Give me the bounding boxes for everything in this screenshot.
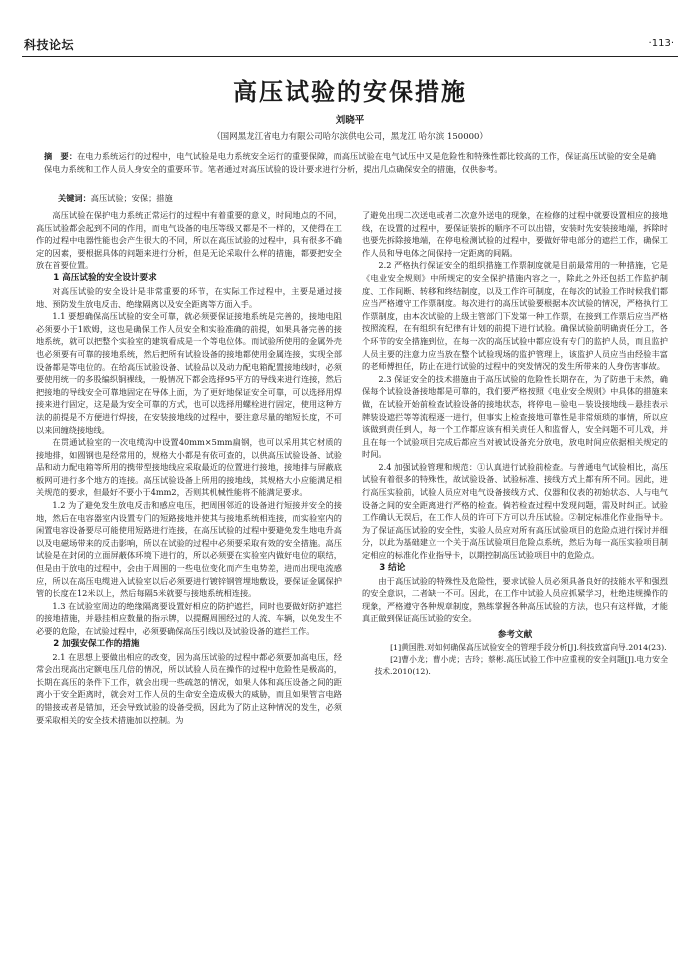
keywords-label: 关键词： xyxy=(58,193,91,203)
page-number: ·113· xyxy=(648,38,674,49)
body-paragraph: 了避免出现二次送电或者二次意外送电的现象，在检修的过程中就要设置相应的接地线，在设置的过程中，要保证装拆的顺序不可以出错，安装时先安装接地端，拆除时也要先拆除接地端，在停电检测试验的过程中，要做好带电部分的遮拦工作，确保工作人员和导电体之间保持一定距离的间隔。 xyxy=(362,210,668,258)
article-author: 刘晓平 xyxy=(335,115,365,126)
body-paragraph: 2.2 严格执行保证安全的组织措施工作票制度就是目前最常用的一种措施，它是《电业安全规则》中所规定的安全保护措施内容之一，除此之外还包括工作监护制度、工作间断、转移和终结制度，以及工作许可制度，在每次的试验工作时候我们都应当严格遵守工作票制度。每次进行的高压试验要根据本次试验的情况，严格执行工作票制度，由本次试验的上级主管部门下发第一种工作票，在接到工作票后应当严格按照流程，在有组织有纪律有计划的前提下进行试验。确保试验前明确责任分工，各个环节的安全措施到位，在每一次的高压试验中都应设有专门的监护人员，而且监护人员主要的注意力应当放在整个试验现场的监护管理上，该监护人员应当由经验丰富的老师傅担任，防止在进行试验的过程中的突发情况的发生所带来的人身伤害事故。 xyxy=(362,260,668,372)
reference-item: [1]黄国胜.对如何确保高压试验安全的管理手段分析[J].科技致富向导.2014(23). xyxy=(390,643,667,652)
body-paragraph: 2.1 在思想上要做出相应的改变，因为高压试验的过程中都必须要加高电压，经常会出现高出定额电压几倍的情况，所以试验人员在操作的过程中危险性是极高的，长期在高压的条件下工作，就会出现一些疏忽的情况，如果人体和高压设备之间的距离小于安全距离时，就会对工作人员的生命安全造成极大的威胁，而且如果管言电路的错接或者是错加，还会导致试验的设备受损，因此为了防止这种情况的发生，必须要采取相关的安全技术措施加以控制。为 xyxy=(36,651,342,725)
left-column xyxy=(36,209,342,726)
keywords-text: 高压试验；安保；措施 xyxy=(90,193,173,203)
right-column xyxy=(362,209,668,679)
abstract-text: 在电力系统运行的过程中，电气试验是电力系统安全运行的重要保障，而高压试验在电气试压中又是危险性和特殊性都比较高的工作，保证高压试验的安全是确保电力系统和工作人员人身安全的重要环节。笔者通过对高压试验的设计要求进行分析，提出几点确保安全的措施，仅供参考。 xyxy=(44,151,656,174)
body-paragraph: 1.3 在试验室周边的绝缘隔离要设置好相应的防护遮拦，同时也要做好防护遮拦的接地措施，并悬挂相应数量的指示牌，以提醒周围经过的人流、车辆，以免发生不必要的危险，在试验过程中，必须要确保高压引线以及试验设备的遮拦工作。 xyxy=(36,600,342,636)
journal-name: 科技论坛 xyxy=(24,38,75,52)
article-title: 高压试验的安保措施 xyxy=(233,77,467,106)
abstract-label: 摘 要： xyxy=(44,151,78,161)
body-paragraph: 由于高压试验的特殊性及危险性，要求试验人员必须具备良好的技能水平和强烈的安全意识，二者缺一不可。因此，在工作中试验人员应抓紧学习，杜绝违规操作的现象，严格遵守各种规章制度，熟练掌握各种高压试验的方法，也只有这样做，才能真正做到保证高压试验的安全。 xyxy=(362,575,668,624)
references-heading: 参考文献 xyxy=(497,630,533,640)
section-heading-3: 3 结论 xyxy=(379,562,406,573)
abstract xyxy=(44,150,656,176)
body-paragraph: 对高压试验的安全设计是非常重要的环节，在实际工作过程中，主要是通过接地、预防发生放电反击、绝缘隔离以及安全距离等方面入手。 xyxy=(36,285,342,309)
section-heading-1: 1 高压试验的安全设计要求 xyxy=(53,272,157,283)
section-heading-2: 2 加强安保工作的措施 xyxy=(53,638,140,649)
body-paragraph: 1.1 要想确保高压试验的安全可靠，就必须要保证接地系统是完善的，接地电阻必须要小于1欧姆，这也是确保工作人员安全和实验准确的前提，如果具备完善的接地系统，就可以把整个实验室的建筑看成是一个等电位体。而试验所使用的金属外壳也必须要有可靠的接地系统，然后把所有试验设备的接地都使用金属连接，实现全部设备都是等电位的。在给高压试验设备、试验品以及动力配电箱配置接地线时，必须要使用统一的多股编织铜裸线，一般情况下都会选择95平方的导线来进行连接，然后把接地的导线安全可靠地固定在导体上面，为了更好地保证安全可靠，可以选择用焊接来进行固定，这是最为安全可靠的方式，也可以选择用螺栓进行固定，使用这种方法的前提是不方便进行焊接，在安装接地线的过程中，要注意尽量的缩短长度，不可以来回缠绕接地线。 xyxy=(36,311,342,435)
body-paragraph: 在贯通试验室的一次电缆沟中设置40mm×5mm扁钢，也可以采用其它材质的接地排，如圆钢也是经常用的，规格大小都是有依可查的，以供高压试验设备、试验品和动力配电箱等所用的携带型接地线应采取最近的位置进行接地，接地排与屏蔽底板网可进行多个地方的连接。高压试验设备上所用的接地线，其规格大小应能满足相关规范的要求，但最好不要小于4mm2，否则其机械性能将不能满足要求。 xyxy=(36,437,342,498)
body-paragraph: 2.4 加强试验管理和规范：①认真进行试验前检查。与普通电气试验相比，高压试验有着很多的特殊性，故试验设备、试验标准、接线方式上都有所不同。因此，进行高压实验前，试验人员应对电气设备接线方式、仪器和仪表的初始状态、人与电气设备之间的安全距离进行严格的检查。倘若检查过程中发现问题，需及时纠正。试验工作确认无误后，在工作人员的许可下方可以升压试验。②制定标准化作业指导卡。为了保证高压试验的安全性，实验人员应对所有高压试验项目的危险点进行探讨并细分，以此为基础建立一个关于高压试验项目危险点系统，然后为每一高压实验项目制定相应的标准化作业指导卡，以期控制高压试验项目中的危险点。 xyxy=(362,461,668,561)
body-paragraph: 1.2 为了避免发生放电反击和感应电压，把周围邻近的设备进行短接并安全的接地，然后在电容器室内设置专门的短路接地并使其与接地系统相连接，而实验室内的闲置电容设备要尽可能使用短路进行连接，在高压试验的过程中要避免发生地电升高以及电磁场带来的反击影响，所以在试验的过程中必须要采取有效的安全措施。高压试验是在封闭的立面屏蔽体环境下进行的，所以必须要在实验室内做好电位的联结，但是由于放电的过程中，会由于周围的一些电位变化而产生电势差，进而出现电流感应，所以在高压电缆进入试验室以后必须要进行镀锌钢管埋地敷设，要保证金属保护管的长度在12米以上，然后每隔5米就要与接地系统相连接。 xyxy=(36,500,342,599)
body-paragraph: 2.3 保证安全的技术措施由于高压试验的危险性长期存在，为了防患于未然，确保每个试验设备接地都是可靠的，我们要严格按照《电业安全规则》中具体的措施来做，在试验开始前检查试验设备的接地状态，将停电－验电－装设接地线－悬挂表示牌装设遮拦等等流程逐一进行，但事实上检查接地可靠性是非常烦琐的事情，所以应该做到责任到人，每一个工作都应该有相关责任人和监督人，安全问题不可儿戏，并且在每一个试验项目完成后都应当对被试设备充分放电，放电时间应依据相关规定的时间。 xyxy=(362,373,668,460)
reference-item: [2]曹小龙；曹小虎；吉玲；蔡彬.高压试验工作中应重视的安全问题[J].电力安全技术.2010(12). xyxy=(374,655,668,677)
keywords xyxy=(58,192,656,205)
author-affiliation: （国网黑龙江省电力有限公司哈尔滨供电公司，黑龙江 哈尔滨 150000） xyxy=(212,132,488,142)
intro-paragraph: 高压试验在保护电力系统正常运行的过程中有着重要的意义，时间地点的不同，高压试验都会起到不同的作用，而电气设备的电压等级又都是不一样的，又使得在工作的过程中电器性能也会产生很大的不同，所以在高压试验的过程中，具有很多不确定的因素，要根据具体的问题来进行分析，但是无论采取什么样的措施，都要把安全放在首要位置。 xyxy=(36,210,342,271)
header-divider xyxy=(22,56,678,57)
